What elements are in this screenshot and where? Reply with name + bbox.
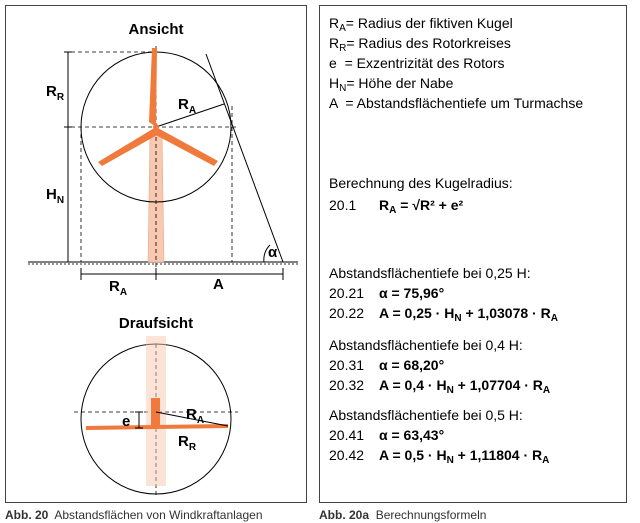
rr-label: $R_R$ (46, 83, 65, 103)
group-angle-line: 20.31 α = 68,20° (329, 357, 445, 373)
legend-item: $R_R=$ Radius des Rotorkreises (329, 35, 511, 54)
group-angle-line: 20.41 α = 63,43° (329, 427, 445, 443)
alpha-label: α (268, 244, 278, 261)
rr-top-label: $R_R$ (178, 433, 197, 453)
a-label: A (213, 276, 224, 293)
ra-label: $R_A$ (178, 96, 197, 116)
calc-formula-line (329, 196, 463, 214)
calc-num: 20.1 (329, 197, 357, 213)
calc-heading: Berechnung des Kugelradius: (329, 175, 513, 191)
legend-item: A = Abstandsflächentiefe um Turmachse (329, 95, 584, 111)
ra-top-label: $R_A$ (186, 406, 205, 426)
group-distance-line: 20.32 $A = 0,4 \cdot H_N + 1,07704 \cdot R_A$ (329, 377, 551, 396)
hub (153, 124, 159, 130)
group-heading: Abstandsflächentiefe bei 0,5 H: (329, 407, 523, 423)
group-distance-line: 20.42 $A = 0,5 \cdot H_N + 1,11804 \cdot R_A$ (329, 447, 550, 466)
left-caption: Abb. 20 Abstandsflächen von Windkraftanlagen (5, 508, 263, 522)
right-caption: Abb. 20a Berechnungsformeln (319, 508, 487, 522)
calc-formula: $R_A = √R^2 + e^2$ (379, 197, 464, 216)
e-label: e (122, 413, 131, 430)
group-heading: Abstandsflächentiefe bei 0,25 H: (329, 265, 531, 281)
group-angle-line: 20.21 α = 75,96° (329, 285, 445, 301)
group-heading: Abstandsflächentiefe bei 0,4 H: (329, 337, 523, 353)
blade-up (149, 48, 157, 127)
group-distance-line: 20.22 $A = 0,25 \cdot H_N + 1,03078 \cdot R_A$ (329, 305, 558, 324)
legend-item: e = Exzentrizität des Rotors (329, 55, 505, 71)
diagram-panel (5, 5, 307, 503)
legend-item: $R_A=$ Radius der fiktiven Kugel (329, 15, 513, 34)
wind-turbine-diagram (6, 6, 306, 502)
tangent-line (206, 54, 283, 262)
formula-panel (319, 5, 627, 503)
ra-bottom-label: $R_A$ (109, 278, 128, 298)
view-title: Ansicht (128, 21, 184, 38)
hn-label: $H_N$ (46, 186, 65, 206)
legend-item: $H_N=$ Höhe der Nabe (329, 75, 454, 94)
top-view-title: Draufsicht (118, 315, 194, 332)
